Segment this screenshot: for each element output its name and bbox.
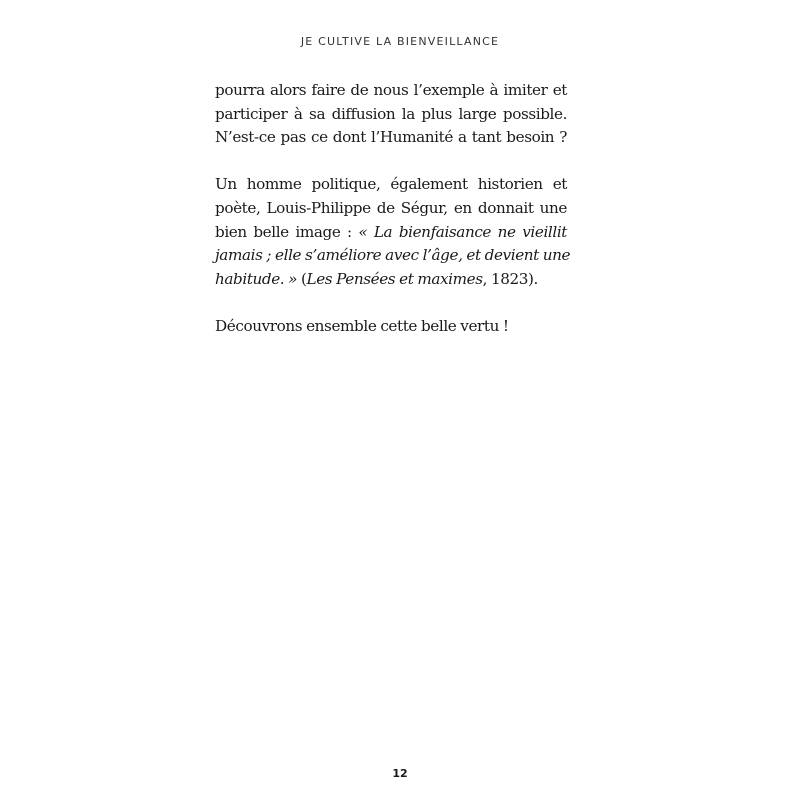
text-line	[215, 244, 571, 268]
book-title: Les Pensées et maximes	[306, 269, 483, 288]
text-run: , 1823).	[482, 269, 538, 288]
running-header: JE CULTIVE LA BIENVEILLANCE	[300, 35, 500, 48]
quotation-text: habitude. »	[215, 269, 298, 288]
text-line: poète, Louis-Philippe de Ségur, en donnait une	[215, 198, 567, 217]
paragraph-1	[215, 79, 567, 150]
page-number: 12	[392, 767, 408, 780]
paragraph-3	[215, 315, 567, 339]
paragraph-2	[215, 173, 571, 291]
text-line: Un homme politique, également historien et	[215, 175, 567, 194]
text-line: Découvrons ensemble cette belle vertu !	[215, 316, 509, 335]
text-run: (	[297, 269, 307, 288]
quotation-text: jamais ; elle s’améliore avec l’âge, et devient une	[215, 246, 571, 265]
quotation-text: « La bienfaisance ne vieillit	[358, 222, 567, 241]
text-line	[215, 268, 567, 292]
body-text	[215, 79, 571, 362]
text-line	[215, 221, 567, 245]
text-run: bien belle image :	[215, 222, 359, 241]
text-line: N’est-ce pas ce dont l’Humanité a tant besoin ?	[215, 128, 567, 147]
text-line: participer à sa diffusion la plus large possible.	[215, 104, 567, 123]
text-line: pourra alors faire de nous l’exemple à imiter et	[215, 81, 567, 99]
